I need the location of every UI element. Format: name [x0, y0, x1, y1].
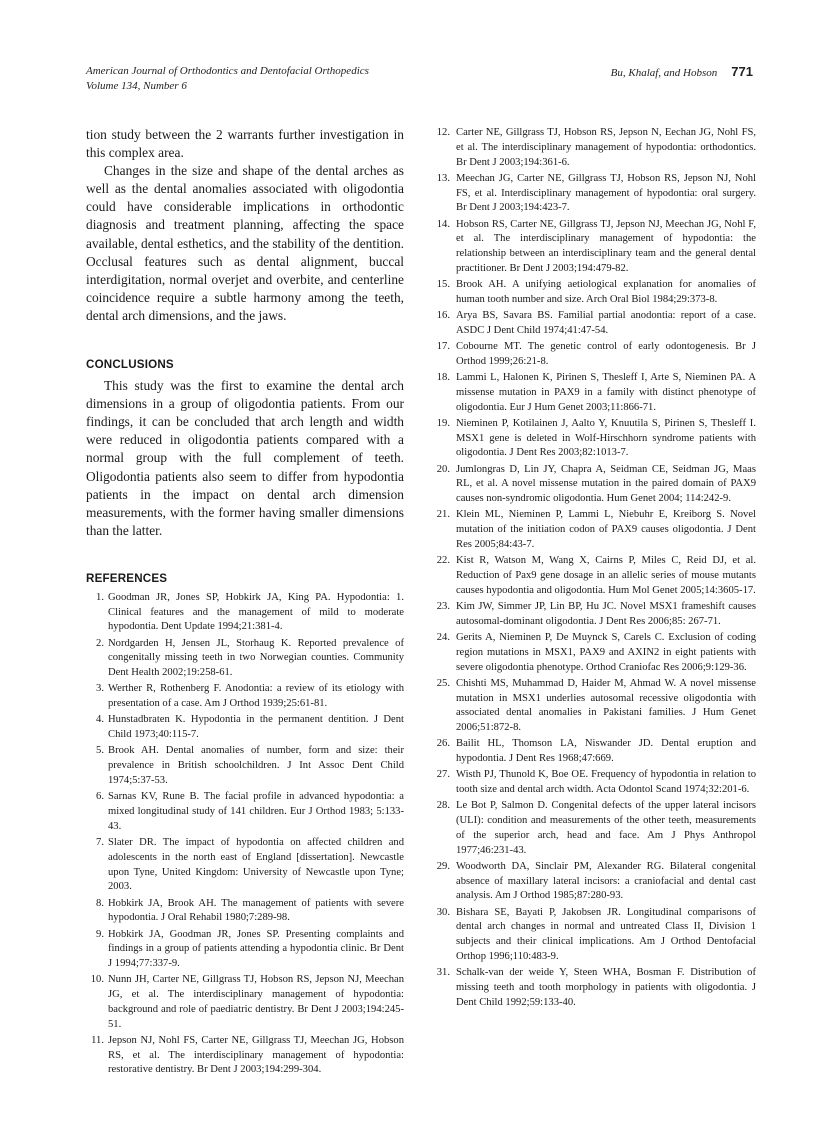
reference-item: 24. Gerits A, Nieminen P, De Muynck S, Carels C. Exclusion of coding region mutations in MSX1, PAX9 and AXIN2 in eight patients with severe oligodontia phenotype. Orthod Craniofac Res 2006;9:129-36.: [436, 631, 756, 673]
reference-item: 12. Carter NE, Gillgrass TJ, Hobson RS, Jepson N, Eechan JG, Nohl FS, et al. The interdisciplinary management of hypodontia: orthodontics. Br Dent J 2003;194:361-6.: [436, 127, 756, 168]
reference-item: 13. Meechan JG, Carter NE, Gillgrass TJ, Hobson RS, Jepson NJ, Nohl FS, et al. Interdisciplinary management of hypodontia: oral surgery. Br Dent J 2003;194:423-7.: [436, 172, 756, 214]
reference-item: 10. Nunn JH, Carter NE, Gillgrass TJ, Hobson RS, Jepson NJ, Meechan JG, et al. The interdisciplinary management of hypodontia: background and role of paediatric dentistry. Br Dent J 2003;194:245-51.: [90, 974, 404, 1030]
reference-item: 2. Nordgarden H, Jensen JL, Storhaug K. Reported prevalence of congenitally missing teeth in two Norwegian counties. Community Dent Health 2002;19:258-61.: [96, 637, 404, 679]
reference-item: 1. Goodman JR, Jones SP, Hobkirk JA, King PA. Hypodontia: 1. Clinical features and the management of mild to moderate hypodontia. Dent Update 1994;21:381-4.: [96, 591, 404, 633]
reference-item: 31. Schalk-van der weide Y, Steen WHA, Bosman F. Distribution of missing teeth and tooth morphology in patients with oligodontia. J Dent Child 1992;59:133-40.: [436, 967, 756, 1008]
conclusions-heading: CONCLUSIONS: [86, 358, 174, 372]
reference-item: 22. Kist R, Watson M, Wang X, Cairns P, Miles C, Reid DJ, et al. Reduction of Pax9 gene dosage in an allelic series of mouse mutants causes hypodontia and oligodontia. Hum Mol Genet 2005;14:3605-17.: [436, 555, 756, 596]
reference-item: 20. Jumlongras D, Lin JY, Chapra A, Seidman CE, Seidman JG, Maas RL, et al. A novel missense mutation in the paired domain of PAX9 causes non-syndromic oligodontia. Hum Genet 2004; 114:242-9.: [436, 463, 756, 505]
reference-item: 17. Cobourne MT. The genetic control of early odontogenesis. Br J Orthod 1999;26:21-8.: [436, 341, 756, 367]
reference-item: 6. Sarnas KV, Rune B. The facial profile in advanced hypodontia: a mixed longitudinal study of 141 children. Eur J Orthod 1983; 5:133-43.: [96, 791, 404, 832]
reference-list-right: [436, 126, 756, 1011]
reference-item: 16. Arya BS, Savara BS. Familial partial anodontia: report of a case. ASDC J Dent Child 1974;41:47-54.: [436, 310, 756, 336]
page-number: 771: [731, 64, 753, 79]
reference-list-left: [86, 591, 404, 1078]
reference-item: 19. Nieminen P, Kotilainen J, Aalto Y, Knuutila S, Pirinen S, Thesleff I. MSX1 gene is deleted in Wolf-Hirschhorn syndrome patients with oligodontia. J Dent Res 2003;82:1013-7.: [436, 417, 756, 459]
running-authors: Bu, Khalaf, and Hobson: [610, 67, 718, 79]
reference-item: 7. Slater DR. The impact of hypodontia on affected children and adolescents in the north east of England [dissertation]. Newcastle upon Tyne, United Kingdom: University of Newcastle upon Tyne; 2003.: [96, 836, 404, 893]
running-header-right: [611, 64, 753, 81]
reference-item: 14. Hobson RS, Carter NE, Gillgrass TJ, Jepson NJ, Meechan JG, Nohl F, et al. The interdisciplinary management of hypodontia: the relationship between an interdisciplinary team and the general dental practitioner. Br Dent J 2003;194:479-82.: [436, 218, 756, 274]
conclusions-paragraph: This study was the first to examine the dental arch dimensions in a group of oligodontia patients. From our findings, it can be concluded that arch length and width were reduced in oligodontia patients compared with a normal group with the full complement of teeth. Oligodontia patients also seem to differ from hypodontia patients in the impact on dental arch dimension measurements, with the former having smaller dimensions than the latter.: [86, 378, 404, 538]
reference-item: 15. Brook AH. A unifying aetiological explanation for anomalies of human tooth number and size. Arch Oral Biol 1984;29:373-8.: [436, 279, 756, 305]
reference-item: 27. Wisth PJ, Thunold K, Boe OE. Frequency of hypodontia in relation to tooth size and dental arch width. Acta Odontol Scand 1974;32:201-6.: [436, 769, 756, 796]
reference-item: 3. Werther R, Rothenberg F. Anodontia: a review of its etiology with presentation of a case. Am J Orthod 1939;25:61-81.: [96, 683, 404, 710]
reference-item: 4. Hunstadbraten K. Hypodontia in the permanent dentition. J Dent Child 1973;40:115-7.: [96, 714, 404, 741]
running-header-left: [86, 64, 369, 94]
reference-item: 26. Bailit HL, Thomson LA, Niswander JD. Dental eruption and hypodontia. J Dent Res 1968;47:669.: [436, 738, 756, 765]
body-paragraph-arch-changes: Changes in the size and shape of the dental arches as well as the dental anomalies associated with oligodontia could have considerable implications in orthodontic diagnosis and treatment planning, affecting the space available, dental esthetics, and the stability of the dentition. Occlusal features such as dental alignment, buccal interdigitation, normal overjet and overbite, and centerline coincidence require a subtle harmony among the teeth, dental arch dimensions, and the jaws.: [86, 163, 404, 323]
reference-item: 21. Klein ML, Nieminen P, Lammi L, Niebuhr E, Kreiborg S. Novel mutation of the initiation codon of PAX9 causes oligodontia. J Dent Res 2005;84:43-7.: [436, 509, 756, 551]
reference-item: 18. Lammi L, Halonen K, Pirinen S, Thesleff I, Arte S, Nieminen PA. A missense mutation in PAX9 in a family with distinct phenotype of oligodontia. Eur J Hum Genet 2003;11:866-71.: [436, 372, 756, 413]
left-column: [86, 126, 404, 1080]
references-heading: REFERENCES: [86, 571, 168, 585]
reference-item: 25. Chishti MS, Muhammad D, Haider M, Ahmad W. A novel missense mutation in MSX1 underlies autosomal recessive oligodontia with associated dental anomalies in Pakistani families. J Hum Genet 2006;51:872-8.: [436, 677, 756, 734]
reference-item: 9. Hobkirk JA, Goodman JR, Jones SP. Presenting complaints and findings in a group of patients attending a hypodontia clinic. Br Dent J 1994;77:337-9.: [96, 928, 404, 970]
reference-item: 5. Brook AH. Dental anomalies of number, form and size: their prevalence in British schoolchildren. J Int Assoc Dent Child 1974;5:37-53.: [96, 745, 404, 786]
reference-item: 11. Jepson NJ, Nohl FS, Carter NE, Gillgrass TJ, Meechan JG, Hobson RS, et al. The interdisciplinary management of hypodontia: restorative dentistry. Br Dent J 2003;194:299-304.: [91, 1034, 404, 1076]
reference-item: 23. Kim JW, Simmer JP, Lin BP, Hu JC. Novel MSX1 frameshift causes autosomal-dominant oligodontia. J Dent Res 2006;85: 267-71.: [436, 601, 756, 627]
reference-item: 29. Woodworth DA, Sinclair PM, Alexander RG. Bilateral congenital absence of maxillary lateral incisors: a craniofacial and dental cast analysis. Am J Orthod 1985;87:280-93.: [436, 860, 756, 902]
body-paragraph-continued: tion study between the 2 warrants further investigation in this complex area.: [86, 127, 404, 161]
reference-item: 8. Hobkirk JA, Brook AH. The management of patients with severe hypodontia. J Oral Rehabil 1980;7:289-98.: [96, 897, 404, 924]
reference-item: 30. Bishara SE, Bayati P, Jakobsen JR. Longitudinal comparisons of dental arch changes in normal and untreated Class II, Division 1 subjects and their clinical implications. Am J Orthod Dentofacial Orthop 1996;110:483-9.: [436, 906, 756, 963]
journal-volume: Volume 134, Number 6: [86, 80, 187, 92]
journal-title: American Journal of Orthodontics and Dentofacial Orthopedics: [86, 65, 369, 77]
right-column: [436, 126, 756, 1012]
reference-item: 28. Le Bot P, Salmon D. Congenital defects of the upper lateral incisors (ULI): condition and measurements of the other teeth, measurements of the superior arch, head and face. Am J Phys Anthropol 1977;46:231-43.: [436, 800, 756, 856]
